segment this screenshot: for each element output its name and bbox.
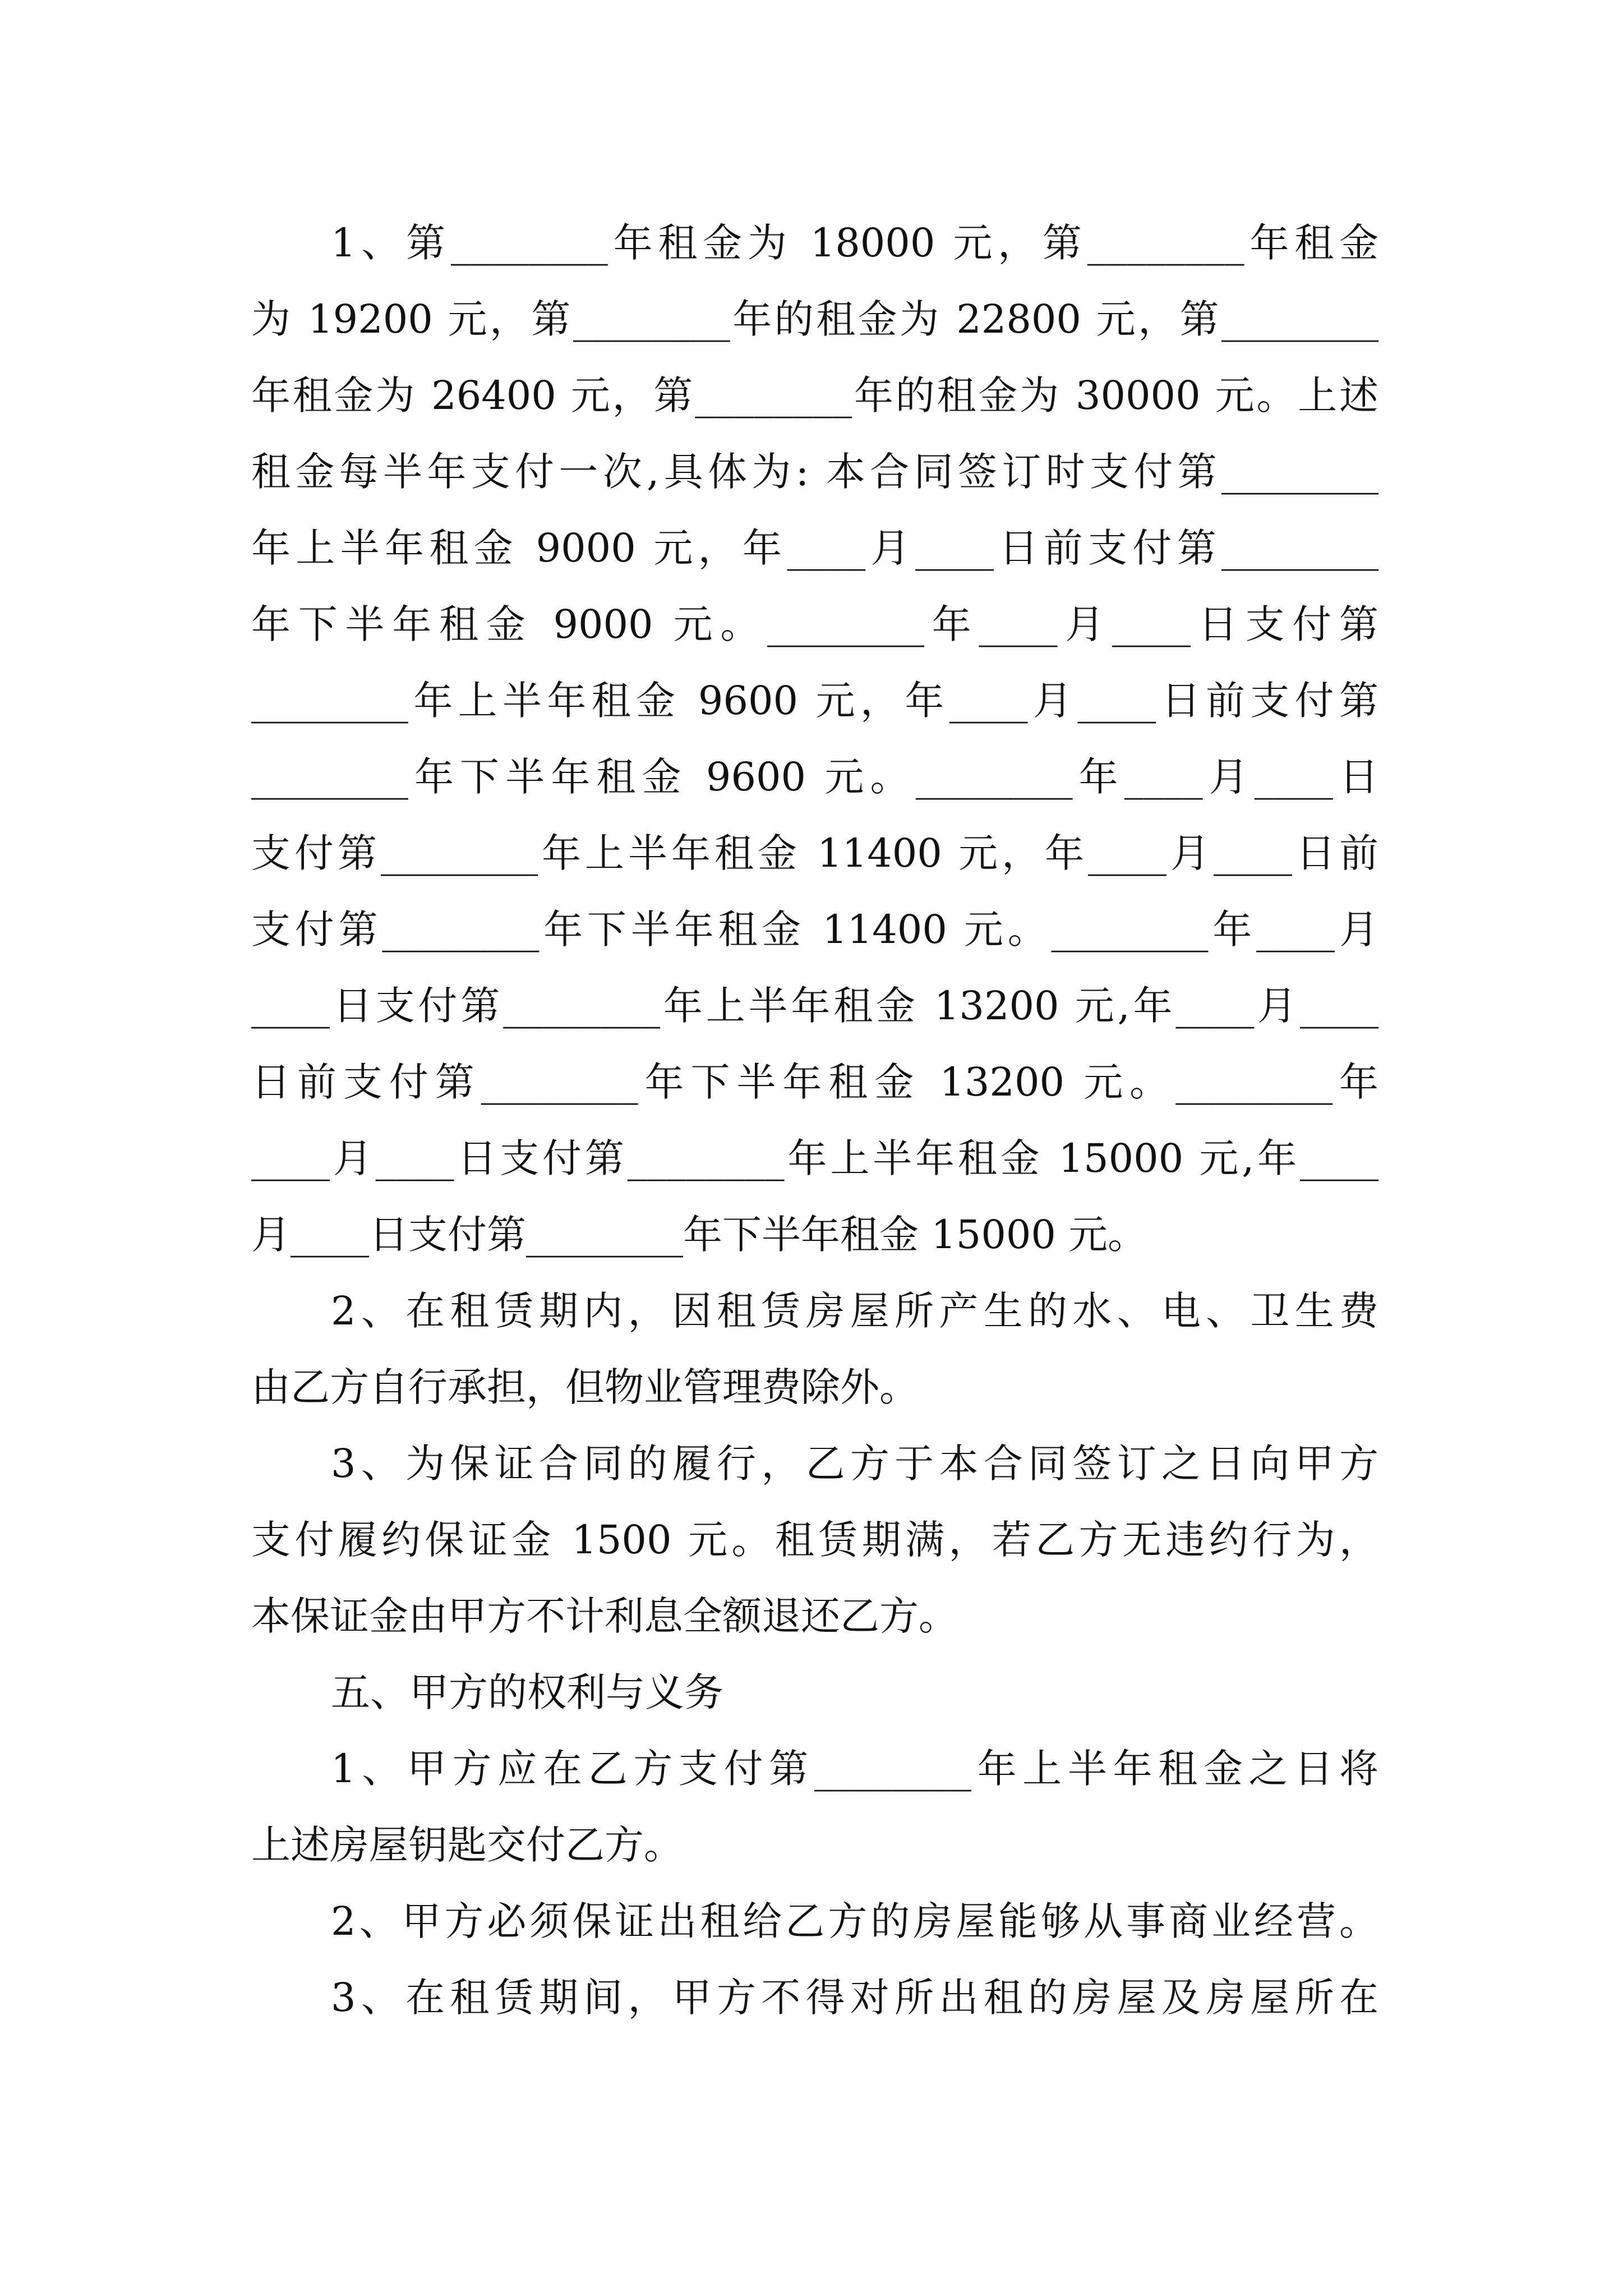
- text-line: 1、甲方应在乙方支付第________年上半年租金之日将: [331, 1746, 1378, 1792]
- text-line: 2、在租赁期内，因租赁房屋所产生的水、电、卫生费: [331, 1288, 1378, 1334]
- text-line: 上述房屋钥匙交付乙方。: [251, 1822, 683, 1868]
- text-line: 年租金为 26400 元，第________年的租金为 30000 元。上述: [251, 372, 1378, 418]
- text-line: 为 19200 元，第________年的租金为 22800 元，第________: [251, 296, 1378, 342]
- text-line: 租金每半年支付一次,具体为: 本合同签订时支付第________: [251, 449, 1378, 495]
- text-line: 2、甲方必须保证出租给乙方的房屋能够从事商业经营。: [331, 1898, 1378, 1944]
- text-line: 3、为保证合同的履行，乙方于本合同签订之日向甲方: [331, 1441, 1378, 1487]
- text-line: ________年下半年租金 9600 元。________年____月____日: [251, 754, 1378, 800]
- section-heading: 五、甲方的权利与义务: [331, 1669, 723, 1715]
- text-line: 支付第________年下半年租金 11400 元。________年____月: [251, 907, 1378, 953]
- text-line: 支付第________年上半年租金 11400 元，年____月____日前: [251, 830, 1378, 876]
- text-line: 月____日支付第________年下半年租金 15000 元。: [251, 1212, 1147, 1258]
- text-line: 年上半年租金 9000 元，年____月____日前支付第________: [251, 525, 1378, 571]
- text-line: 1、第________年租金为 18000 元，第________年租金: [331, 220, 1378, 266]
- text-line: 日前支付第________年下半年租金 13200 元。________年: [251, 1059, 1378, 1105]
- text-line: ____日支付第________年上半年租金 13200 元,年____月____: [251, 983, 1378, 1029]
- text-line: 本保证金由甲方不计利息全额退还乙方。: [251, 1593, 958, 1639]
- text-line: ________年上半年租金 9600 元，年____月____日前支付第: [251, 678, 1378, 724]
- text-line: 年下半年租金 9000 元。________年____月____日支付第: [251, 601, 1378, 647]
- text-line: 支付履约保证金 1500 元。租赁期满，若乙方无违约行为，: [251, 1517, 1378, 1563]
- text-line: 由乙方自行承担，但物业管理费除外。: [251, 1364, 919, 1410]
- text-line: 3、在租赁期间，甲方不得对所出租的房屋及房屋所在: [331, 1975, 1378, 2021]
- text-line: ____月____日支付第________年上半年租金 15000 元,年____: [251, 1135, 1378, 1181]
